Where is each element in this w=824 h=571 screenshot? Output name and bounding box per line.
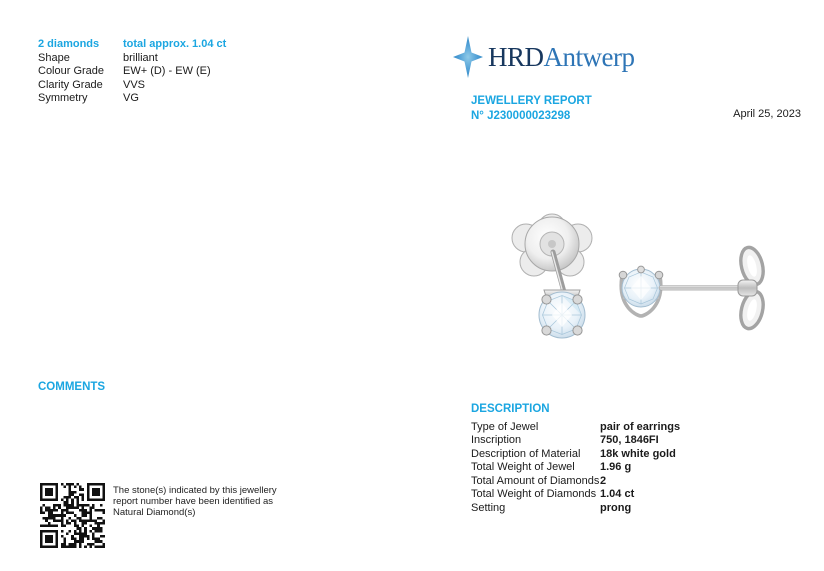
desc-row-setting (471, 502, 680, 516)
hrd-antwerp-logo (450, 36, 635, 78)
desc-row-material (471, 448, 680, 462)
desc-row-type (471, 421, 680, 435)
butterfly-clutch (737, 245, 767, 331)
row-label: Type of Jewel (471, 420, 539, 433)
qr-code (40, 483, 105, 548)
diamond-summary-table (38, 38, 226, 106)
desc-row-diamond-count (471, 475, 680, 489)
row-label: Shape (38, 51, 70, 64)
row-label: Inscription (471, 434, 522, 446)
row-value: 750, 1846FI (600, 434, 659, 446)
row-label: Description of Material (471, 447, 581, 460)
row-label: Setting (471, 501, 506, 514)
row-value: brilliant (123, 51, 158, 64)
row-value: prong (600, 501, 632, 514)
summary-row-symmetry (38, 92, 226, 106)
row-value: VVS (123, 78, 146, 91)
row-value: 2 (600, 474, 607, 487)
description-title: DESCRIPTION (471, 403, 550, 415)
row-label: Total Weight of Diamonds (471, 488, 597, 500)
desc-row-inscription (471, 434, 680, 448)
total-carat: total approx. 1.04 ct (123, 38, 227, 50)
desc-row-diamond-weight (471, 488, 680, 502)
desc-row-jewel-weight (471, 461, 680, 475)
row-value: EW+ (D) - EW (E) (123, 65, 211, 77)
row-label: Clarity Grade (38, 78, 103, 91)
logo-wordmark (488, 42, 635, 73)
row-value: 1.04 ct (600, 488, 635, 500)
row-value: 1.96 g (600, 461, 632, 473)
row-label: Total Amount of Diamonds (471, 474, 600, 487)
row-value: VG (123, 92, 139, 104)
summary-row-clarity (38, 79, 226, 93)
row-label: Symmetry (38, 92, 88, 104)
diamond-count: 2 diamonds (38, 38, 100, 50)
row-value: pair of earrings (600, 420, 681, 433)
summary-row-colour (38, 65, 226, 79)
left-earring (512, 214, 592, 338)
description-section (471, 403, 680, 515)
summary-row-shape (38, 52, 226, 66)
right-earring (619, 245, 767, 331)
row-value: 18k white gold (600, 447, 676, 460)
report-title: JEWELLERY REPORT (471, 95, 592, 107)
disclaimer-text: The stone(s) indicated by this jewellery report number have been identified as Natural Diamond(s) (113, 485, 277, 518)
earrings-photo (490, 196, 782, 354)
four-pointed-star-icon (450, 36, 486, 78)
row-label: Total Weight of Jewel (471, 461, 575, 473)
logo-antwerp-text: Antwerp (543, 41, 635, 72)
report-date: April 25, 2023 (733, 108, 801, 120)
report-header (471, 94, 592, 123)
qr-code-image (40, 483, 105, 548)
row-label: Colour Grade (38, 65, 105, 77)
comments-title: COMMENTS (38, 381, 106, 393)
earrings-illustration (490, 196, 782, 354)
diamond-summary-header (38, 38, 226, 52)
report-number: N° J230000023298 (471, 109, 571, 122)
logo-hrd-text: HRD (488, 41, 544, 72)
